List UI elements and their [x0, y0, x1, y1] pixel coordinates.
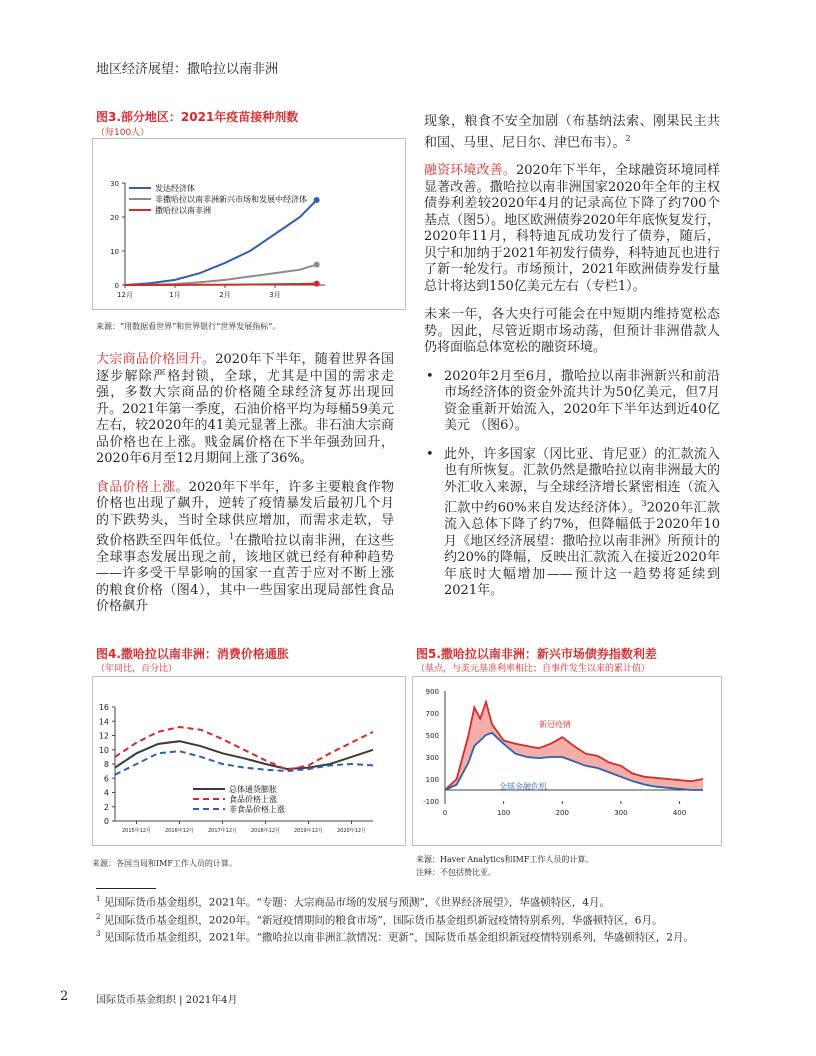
legend-label-headline: 总体通货膨胀: [229, 785, 277, 794]
figure3-ytick-label: 30: [110, 180, 119, 188]
figure4-ytick-label: 10: [98, 745, 109, 755]
figure4-ytick-label: 12: [98, 731, 109, 741]
figure4-xtick-label: 2017年12月: [207, 828, 238, 834]
figure3-chart: [93, 139, 405, 309]
figure5-subtitle: （基点，与美元基准利率相比；自事件发生以来的累计值）: [416, 664, 651, 674]
figure5-ytick-label: 300: [425, 754, 439, 762]
figure5-xtick-label: 300: [614, 809, 628, 817]
footnote-ref[interactable]: 1: [229, 532, 235, 541]
figure3-endpoint-advanced: [314, 197, 320, 203]
figure5-chart-box: [412, 676, 722, 846]
page-footer-text: 国际货币基金组织 | 2021年4月: [96, 995, 238, 1006]
left-column-text: [96, 352, 394, 616]
figure5-title: 图5.撒哈拉以南非洲：新兴市场债券指数利差: [416, 647, 657, 661]
paragraph-heading: 大宗商品价格回升。: [96, 352, 216, 367]
footnote-ref[interactable]: 3: [641, 499, 647, 509]
footnote-ref[interactable]: 2: [625, 133, 631, 143]
footnote-rule: [96, 888, 156, 889]
figure4-ytick-label: 0: [103, 817, 109, 826]
figure5-xtick-label: 200: [555, 809, 569, 817]
figure5-ytick-label: 500: [425, 732, 439, 740]
figure5-chart: [413, 677, 721, 845]
figure3-xtick-label: 2月: [219, 291, 231, 299]
paragraph-financing: 融资环境改善。2020年下半年，全球融资环境同样显著改善。撒哈拉以南非洲国家2020年全年的主权债券利差较2020年4月的记录高位下降了约700个基点（图5）。地区欧洲债券2020年年底恢复发行，2020年11月，科特迪瓦成功发行了债券，随后，贝宁和加纳于2021年初发行债券，科特迪瓦也进行了新一轮发行。市场预计，2021年欧洲债券发行量总计将达到150亿美元左右（专栏1）。: [424, 163, 720, 294]
paragraph-continued: 现象，粮食不安全加剧（布基纳法索、刚果民主共和国、马里、尼日尔、津巴布韦）。$^2$: [424, 114, 720, 150]
figure4-subtitle: （年同比，百分比）: [96, 664, 178, 674]
running-header: 地区经济展望：撒哈拉以南非洲: [96, 62, 279, 77]
footnotes: [96, 892, 720, 945]
figure3-source: 来源：“用数据看世界”和世界银行“世界发展指标”。: [96, 322, 281, 331]
figure4-xtick-label: 2016年12月: [164, 828, 195, 834]
paragraph-heading: 食品价格上涨。: [96, 479, 189, 495]
legend-label-nonfood: 非食品价格上涨: [229, 805, 285, 814]
figure5-ytick-label: 900: [425, 688, 439, 696]
paragraph-commodity: 大宗商品价格回升。2020年下半年，随着世界各国逐步解除严格封锁，全球，尤其是中国的需求走强，多数大宗商品的价格随全球经济复苏出现回升。2021年第一季度，石油价格平均为每桶59美元左右，较2020年的41美元显著上涨。非石油大宗商品价格也在上涨。贱金属价格在下半年强劲回升，2020年6月至12月期间上涨了36%。: [96, 352, 394, 466]
figure4-xtick-label: 2018年12月: [250, 828, 281, 834]
figure3-ytick-label: 20: [110, 214, 119, 222]
figure5-ytick-label: 700: [425, 710, 439, 718]
figure4-source: 来源：各国当局和IMF工作人员的计算。: [92, 859, 237, 868]
figure5-xtick-label: 400: [672, 809, 687, 817]
figure4-xtick-label: 2020年12月: [336, 828, 367, 834]
footnote-item: $^1$ 见国际货币基金组织，2021年。“专题：大宗商品市场的发展与预测”，《世界经济展望》，华盛顿特区，4月。: [96, 895, 610, 909]
right-column-text: [424, 114, 720, 612]
page-number: 2: [60, 989, 69, 1004]
figure3-endpoint-ssa: [314, 281, 320, 287]
legend-label-emde: 非撒哈拉以南非洲新兴市场和发展中经济体: [155, 195, 307, 204]
figure4-chart-box: [92, 676, 406, 846]
legend-label-food: 食品价格上涨: [229, 795, 277, 804]
figure3-xtick-label: 12月: [117, 291, 133, 299]
figure3-ytick-label: 0: [114, 282, 119, 290]
figure5-note: 注释：不包括赞比亚。: [416, 868, 496, 877]
paragraph-food-prices: 食品价格上涨。2020年下半年，许多主要粮食作物价格也出现了飙升，逆转了疫情暴发后最初几个月的下跌势头，当时全球供应增加，而需求走软，导致价格跌至四年低位。$^1$在撒哈拉以南非洲，在这些全球事态发展出现之前，该地区就已经有种种趋势——许多受干旱影响的国家一直苦于应对不断上涨的粮食价格（图4），其中一些国家出现局部性食品价格飙升: [96, 479, 394, 615]
figure4-chart: [93, 677, 405, 845]
figure5-xtick-label: 0: [442, 809, 448, 817]
legend-label-advanced: 发达经济体: [155, 184, 195, 193]
figure3-title: 图3.部分地区：2021年疫苗接种剂数: [96, 110, 299, 124]
footnote-item: $^3$ 见国际货币基金组织，2021年。“撒哈拉以南非洲汇款情况：更新”，国际货币基金组织新冠疫情特别系列，华盛顿特区，2月。: [96, 930, 694, 944]
figure3-endpoint-emde: [314, 262, 320, 268]
figure3-ytick-label: 10: [110, 248, 119, 256]
footnote-item: $^2$ 见国际货币基金组织，2020年。“新冠疫情期间的粮食市场”，国际货币基金组织新冠疫情特别系列，华盛顿特区，6月。: [96, 912, 663, 926]
annotation-covid: 新冠疫情: [539, 720, 571, 729]
bullet-item: • 2020年2月至6月，撒哈拉以南非洲新兴和前沿市场经济体的资金外流共计为50亿美元，但7月资金重新开始流入，2020年下半年达到近40亿美元 （图6）。: [426, 368, 720, 434]
figure5-xtick-label: 100: [496, 809, 511, 817]
figure4-ytick-label: 4: [103, 788, 109, 798]
figure4-title: 图4.撒哈拉以南非洲：消费价格通胀: [96, 647, 289, 661]
figure4-xtick-label: 2015年12月: [121, 828, 152, 834]
paragraph-outlook: 未来一年，各大央行可能会在中短期内维持宽松态势。因此，尽管近期市场动荡，但预计非洲借款人仍将面临总体宽松的融资环境。: [424, 307, 720, 356]
figure4-ytick-label: 8: [103, 760, 109, 769]
figure4-ytick-label: 16: [98, 703, 109, 712]
figure3-xtick-label: 1月: [169, 291, 181, 299]
legend-label-ssa: 撒哈拉以南非洲: [155, 206, 211, 215]
figure3-subtitle: （每100人）: [96, 128, 150, 138]
figure3-xtick-label: 3月: [269, 291, 281, 299]
annotation-gfc: 全球金融危机: [499, 782, 547, 791]
paragraph-heading: 融资环境改善。: [424, 163, 517, 179]
figure5-source: 来源：Haver Analytics和IMF工作人员的计算。: [416, 855, 594, 864]
bullet-item: • 此外，许多国家（冈比亚、肯尼亚）的汇款流入也有所恢复。汇款仍然是撒哈拉以南非洲最大的外汇收入来源，与全球经济增长紧密相连（流入汇款中约60%来自发达经济体）。$^3$2020年汇款流入总体下降了约7%，但降幅低于2020年10月《地区经济展望：撒哈拉以南非洲》所预计的约20%的降幅，反映出汇款流入在接近2020年年底时大幅增加——预计这一趋势将延续到2021年。: [426, 446, 720, 599]
figure4-ytick-label: 14: [98, 717, 109, 727]
figure3-chart-box: [92, 138, 406, 310]
figure4-xtick-label: 2019年12月: [293, 828, 324, 834]
figure4-ytick-label: 2: [103, 802, 109, 812]
figure5-ytick-label: -100: [423, 798, 439, 806]
bullet-list: [424, 369, 720, 600]
figure5-ytick-label: 100: [425, 776, 439, 784]
figure4-ytick-label: 6: [103, 774, 109, 784]
